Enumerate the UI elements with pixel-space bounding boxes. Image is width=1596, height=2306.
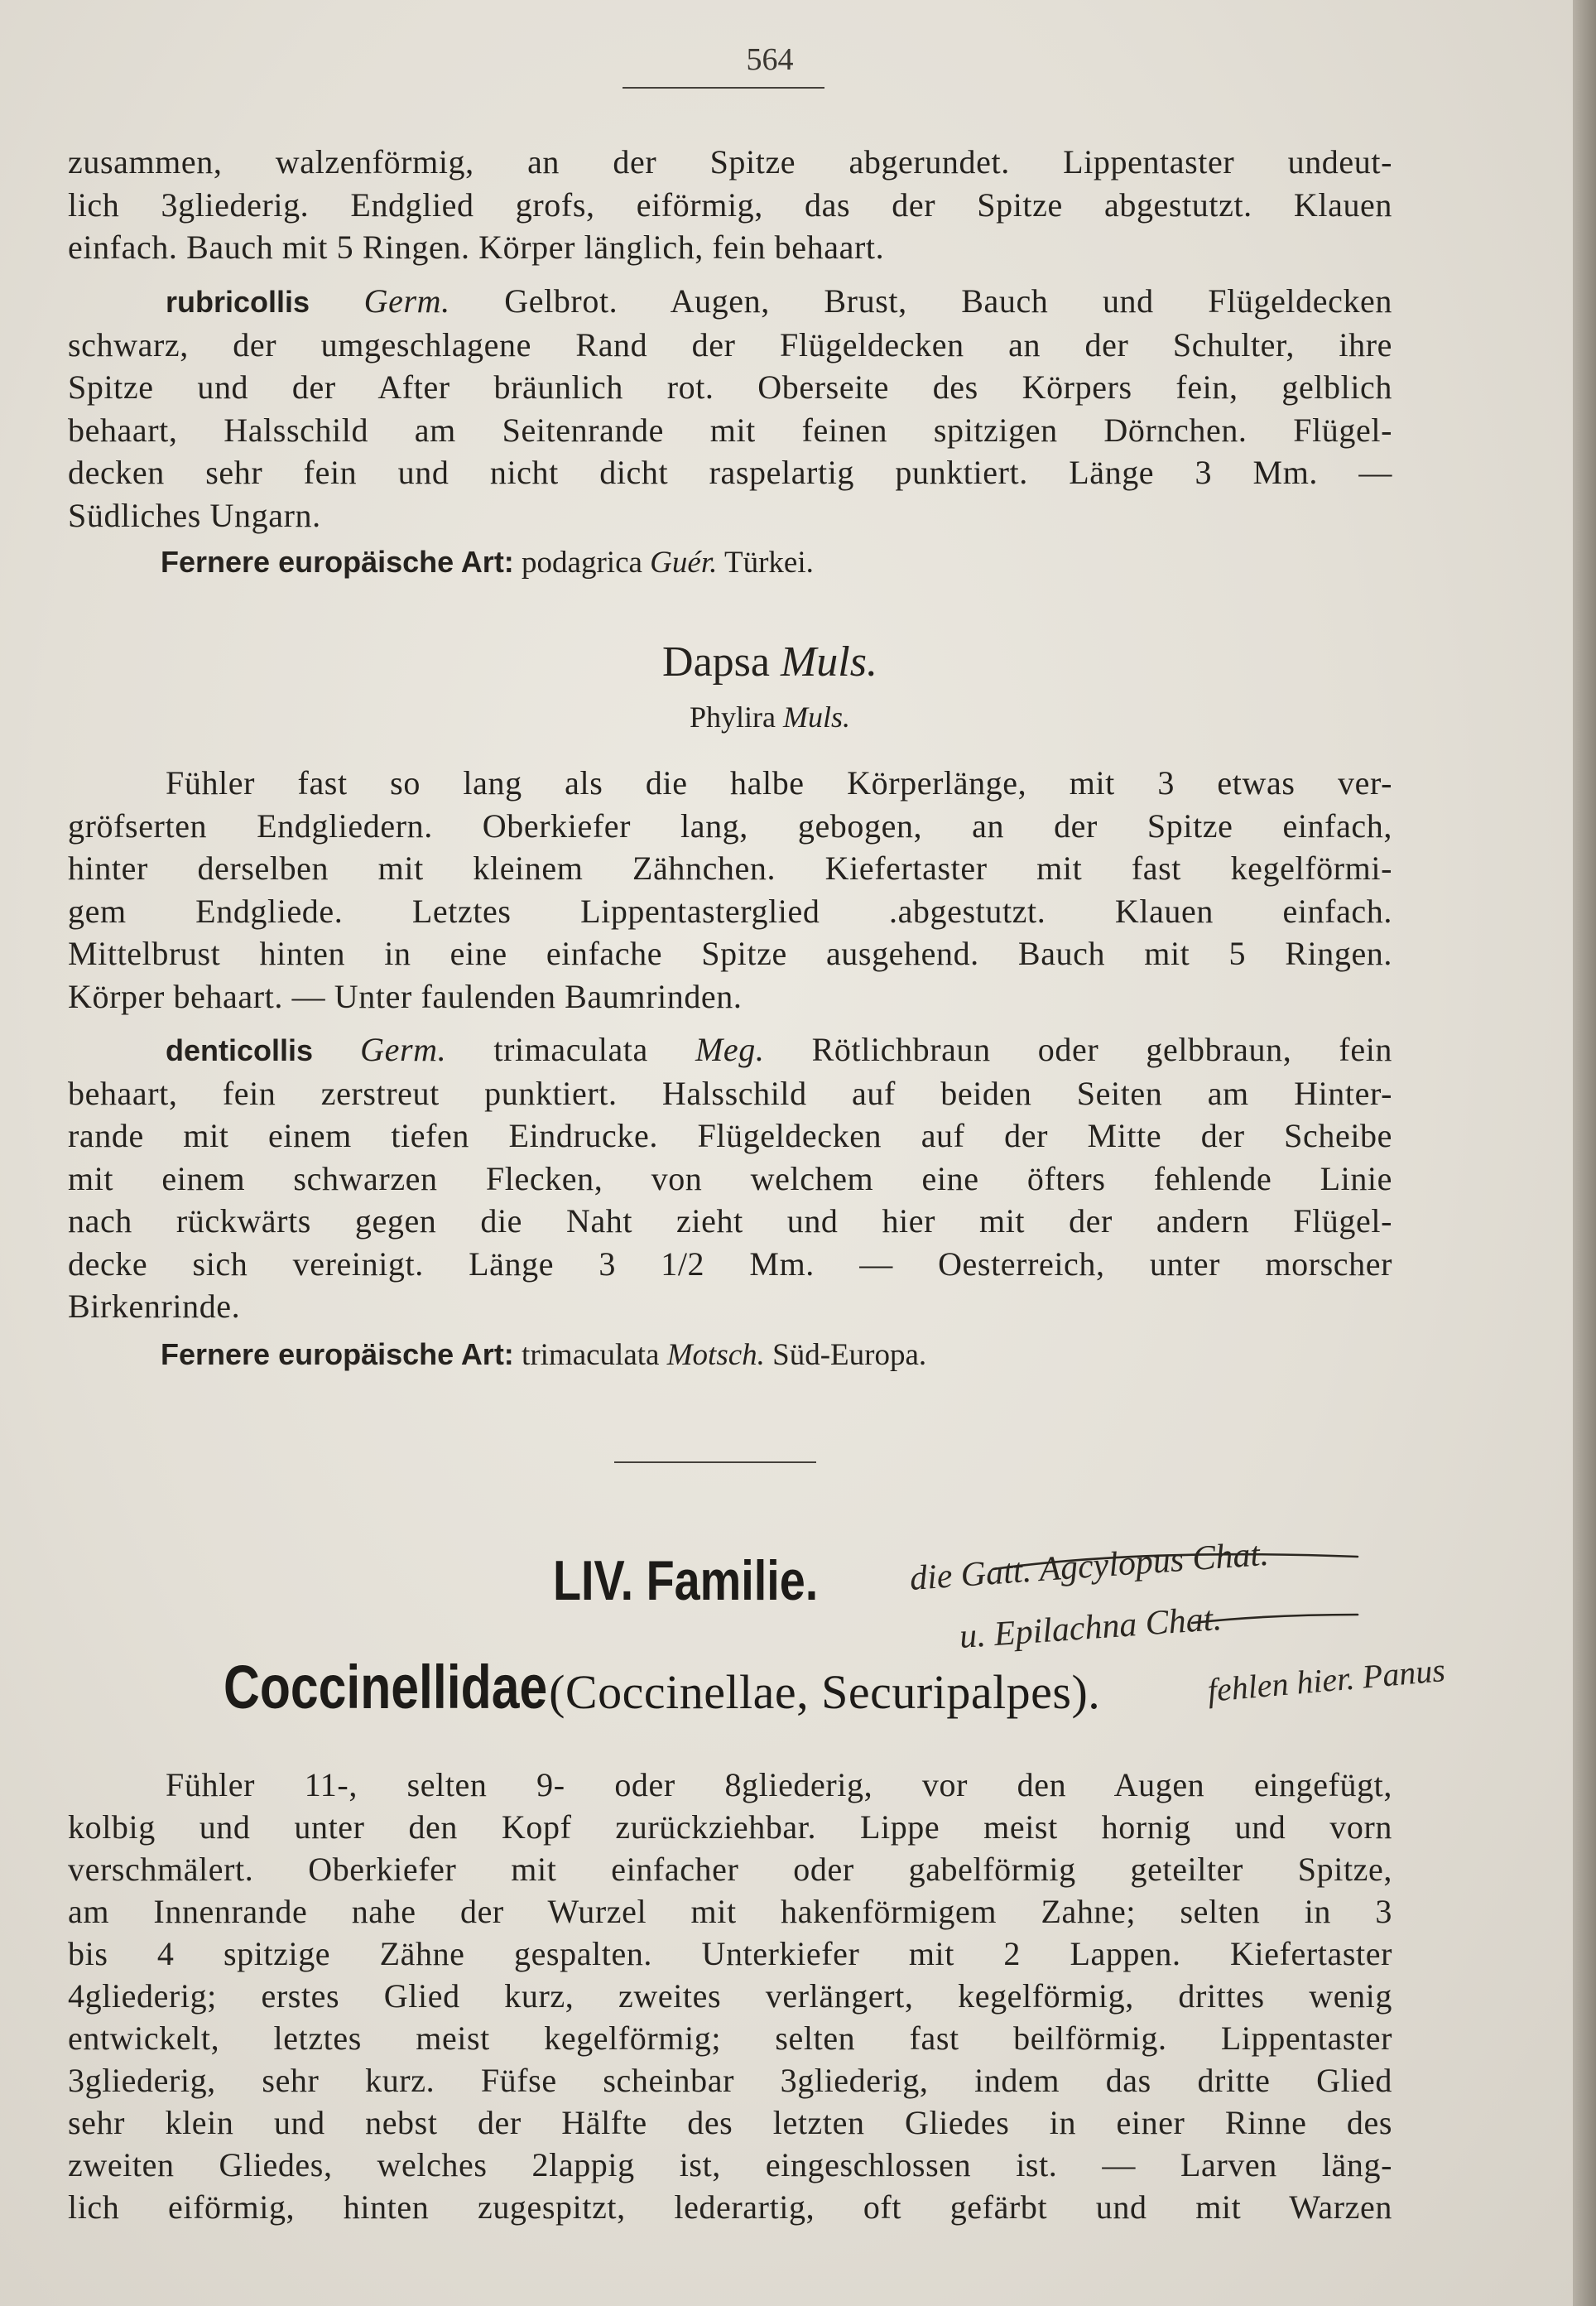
- note-author: Guér.: [650, 546, 718, 580]
- text-line: kolbig und unter den Kopf zurückziehbar. Lippe meist hornig und vorn: [68, 1808, 1392, 1846]
- handwriting-line: u. Epilachna Chat.: [958, 1599, 1223, 1656]
- species-author: Germ.: [360, 1031, 447, 1068]
- text-line: Fühler fast so lang als die halbe Körperlänge, mit 3 etwas ver-: [166, 764, 1392, 802]
- text-line: behaart, fein zerstreut punktiert. Halsschild auf beiden Seiten am Hinter-: [68, 1074, 1392, 1112]
- text-line: verschmälert. Oberkiefer mit einfacher oder gabelförmig geteilter Spitze,: [68, 1851, 1392, 1888]
- text-line: bis 4 spitzige Zähne gespalten. Unterkiefer mit 2 Lappen. Kiefertaster: [68, 1935, 1392, 1972]
- further-species-note: [161, 545, 814, 580]
- species-first-line: [68, 280, 1392, 324]
- text-line: gem Endgliede. Letztes Lippentasterglied .abgestutzt. Klauen einfach.: [68, 892, 1392, 930]
- note-species: podagrica: [522, 546, 642, 580]
- text-line: zweiten Gliedes, welches 2lappig ist, eingeschlossen ist. — Larven läng-: [68, 2146, 1392, 2183]
- species-name: rubricollis: [166, 285, 310, 319]
- section-rule: [614, 1461, 816, 1463]
- note-species: trimaculata: [522, 1338, 660, 1372]
- header-rule: [623, 87, 824, 89]
- text-line: lich eiförmig, hinten zugespitzt, lederartig, oft gefärbt und mit Warzen: [68, 2188, 1392, 2226]
- text-line: sehr klein und nebst der Hälfte des letzten Gliedes in einer Rinne des: [68, 2104, 1392, 2141]
- text-line: Körper behaart. — Unter faulenden Baumrinden.: [68, 977, 743, 1015]
- further-species-note: [161, 1337, 926, 1373]
- text-line: lich 3gliederig. Endglied grofs, eiförmig, das der Spitze abgestutzt. Klauen: [68, 185, 1392, 224]
- genus-description: [68, 762, 1392, 1018]
- text-line: zusammen, walzenförmig, an der Spitze abgerundet. Lippentaster undeut-: [68, 143, 1392, 181]
- species-name: denticollis: [166, 1033, 314, 1067]
- species-entry-rubricollis: [68, 280, 1392, 537]
- text-line: rande mit einem tiefen Eindrucke. Flügeldecken auf der Mitte der Scheibe: [68, 1117, 1392, 1154]
- handwriting-line: die Gatt. Agcylopus Chat.: [908, 1534, 1270, 1598]
- family-name: Coccinellidae: [224, 1653, 548, 1721]
- text-line: am Innenrande nahe der Wurzel mit hakenförmigem Zahne; selten in 3: [68, 1893, 1392, 1930]
- handwritten-annotation: [894, 1532, 1556, 1731]
- text-line: decken sehr fein und nicht dicht raspelartig punktiert. Länge 3 Mm. —: [68, 454, 1392, 491]
- text-line: Fühler 11-, selten 9- oder 8gliederig, vor den Augen eingefügt,: [166, 1766, 1392, 1803]
- text-line: Spitze und der After bräunlich rot. Oberseite des Körpers fein, gelblich: [68, 368, 1392, 406]
- continuation-paragraph: [68, 141, 1392, 269]
- note-place: Türkei.: [723, 546, 814, 580]
- genus-author: Muls.: [780, 638, 877, 686]
- family-description: [68, 1764, 1392, 2228]
- text-line: 3gliederig, sehr kurz. Füfse scheinbar 3gliederig, indem das dritte Glied: [68, 2062, 1392, 2099]
- text-line: 4gliederig; erstes Glied kurz, zweites verlängert, kegelförmig, drittes wenig: [68, 1977, 1392, 2015]
- text-line: gröfserten Endgliedern. Oberkiefer lang, gebogen, an der Spitze einfach,: [68, 806, 1392, 845]
- text-line: nach rückwärts gegen die Naht zieht und hier mit der andern Flügel-: [68, 1202, 1392, 1240]
- note-place: Süd-Europa.: [772, 1338, 927, 1372]
- genus-name: Dapsa: [662, 638, 770, 686]
- text-line: hinter derselben mit kleinem Zähnchen. Kiefertaster mit fast kegelförmi-: [68, 850, 1392, 887]
- family-heading: LIV. Familie.: [553, 1549, 819, 1612]
- species-author: Germ.: [363, 282, 450, 320]
- adjacent-page-edge: [1573, 0, 1596, 2306]
- text-line: Birkenrinde.: [68, 1288, 241, 1325]
- note-label: Fernere europäische Art:: [161, 545, 514, 579]
- text-line: Südliches Ungarn.: [68, 496, 321, 534]
- species-first-line: [68, 1028, 1392, 1072]
- note-author: Motsch.: [666, 1338, 765, 1372]
- genus-synonym: [0, 700, 1540, 734]
- species-synonym: trimaculata: [493, 1031, 648, 1068]
- note-label: Fernere europäische Art:: [161, 1337, 514, 1371]
- text-line: entwickelt, letztes meist kegelförmig; selten fast beilförmig. Lippentaster: [68, 2020, 1392, 2057]
- text-line: Rötlichbraun oder gelbbraun, fein: [811, 1031, 1393, 1068]
- text-line: Gelbrot. Augen, Brust, Bauch und Flügeldecken: [504, 282, 1392, 320]
- text-line: behaart, Halsschild am Seitenrande mit feinen spitzigen Dörnchen. Flügel-: [68, 411, 1392, 449]
- synonym-name: Phylira: [690, 700, 776, 734]
- text-line: Mittelbrust hinten in eine einfache Spitze ausgehend. Bauch mit 5 Ringen.: [68, 935, 1392, 972]
- synonym-author: Meg.: [695, 1031, 765, 1068]
- family-synonyms: (Coccinellae, Securipalpes).: [549, 1665, 1101, 1719]
- synonym-author: Muls.: [783, 700, 850, 734]
- text-line: schwarz, der umgeschlagene Rand der Flügeldecken an der Schulter, ihre: [68, 325, 1392, 363]
- handwriting-line: fehlen hier. Panus: [1205, 1651, 1447, 1709]
- text-line: decke sich vereinigt. Länge 3 1/2 Mm. — Oesterreich, unter morscher: [68, 1244, 1392, 1283]
- text-line: einfach. Bauch mit 5 Ringen. Körper länglich, fein behaart.: [68, 229, 885, 266]
- genus-heading: [0, 638, 1540, 686]
- species-entry-denticollis: [68, 1028, 1392, 1328]
- text-line: mit einem schwarzen Flecken, von welchem eine öfters fehlende Linie: [68, 1159, 1392, 1197]
- page-number: 564: [746, 42, 794, 77]
